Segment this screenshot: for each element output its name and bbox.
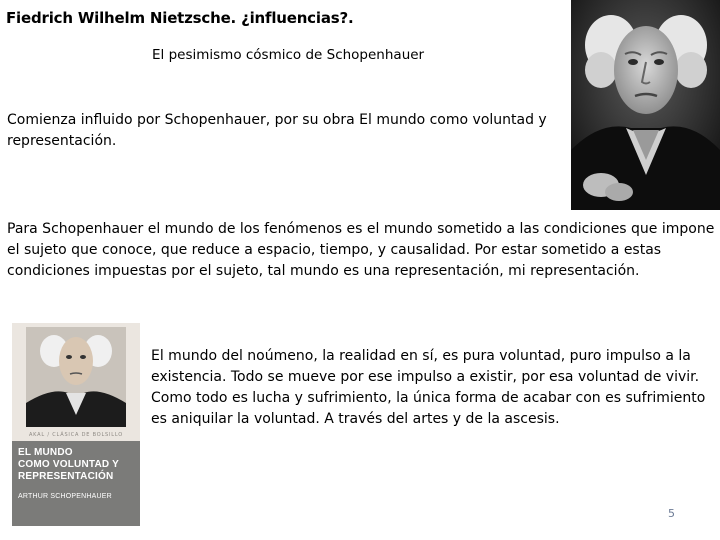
paragraph-noumenon: El mundo del noúmeno, la realidad en sí, es pura voluntad, puro impulso a la existencia. Todo se mueve por ese impulso a existir, por esa voluntad de vivir. Como todo es lucha y sufrimiento, la única forma de acabar con es sufrimiento es aniquilar la voluntad. A través del artes y de la ascesis. [151, 348, 706, 427]
paragraph-influence: Comienza influido por Schopenhauer, por su obra El mundo como voluntad y representación. [7, 112, 547, 149]
book-portrait-drawing [12, 323, 140, 428]
book-title [18, 447, 136, 483]
book-title-line: EL MUNDO [18, 447, 73, 458]
book-author: ARTHUR SCHOPENHAUER [18, 493, 112, 500]
schopenhauer-portrait-image [571, 0, 720, 210]
book-title-line: COMO VOLUNTAD Y [18, 459, 119, 470]
portrait-drawing [571, 0, 720, 210]
book-series-label: AKAL / CLÁSICA DE BOLSILLO [28, 432, 124, 438]
book-title-panel [12, 441, 140, 526]
page-number: 5 [668, 507, 675, 520]
slide-subtitle: El pesimismo cósmico de Schopenhauer [152, 47, 425, 63]
paragraph-representation: Para Schopenhauer el mundo de los fenómenos es el mundo sometido a las condiciones que impone el sujeto que conoce, que reduce a espacio, tiempo, y causalidad. Por estar sometido a estas condiciones impuestas por el sujeto, tal mundo es una representación, mi representación. [7, 221, 715, 279]
book-title-line: REPRESENTACIÓN [18, 471, 114, 482]
slide-title: Fiedrich Wilhelm Nietzsche. ¿influencias?. [6, 9, 354, 27]
book-cover-image [12, 323, 140, 526]
